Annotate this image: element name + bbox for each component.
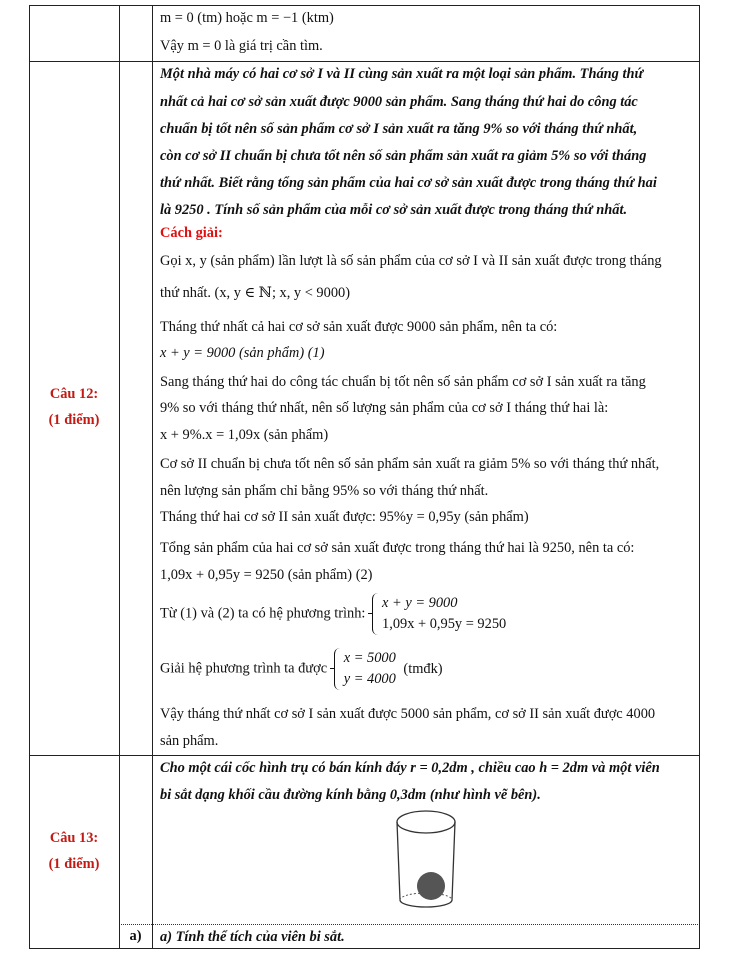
q12-solution-line: x + 9%.x = 1,09x (sản phẩm) (160, 427, 329, 443)
q13-problem-line: Cho một cái cốc hình trụ có bán kính đáy r = 0,2dm , chiều cao h = 2dm và một viên (160, 760, 660, 776)
q12-equation-1: x + y = 9000 (sản phẩm) (1) (160, 345, 325, 361)
q12-problem-line: chuẩn bị tốt nên số sản phẩm cơ sở I sản xuất ra tăng 9% so với tháng thứ nhất, (160, 121, 638, 137)
q12-result-line: Giải hệ phương trình ta được x = 5000 y = 4000 (tmđk) (160, 648, 443, 690)
q12-conclusion-line: sản phẩm. (160, 733, 219, 749)
iron-ball (417, 872, 445, 900)
row-divider-12 (29, 61, 700, 62)
q12-solution-line: Sang tháng thứ hai do công tác chuẩn bị tốt nên số sản phẩm cơ sở I sản xuất ra tăng (160, 374, 646, 390)
cup-base-front (400, 900, 452, 907)
system-brace (372, 593, 380, 635)
prev-answer-line-1: m = 0 (tm) hoặc m = −1 (ktm) (160, 10, 334, 26)
q12-system-line: Từ (1) và (2) ta có hệ phương trình: x + y = 9000 1,09x + 0,95y = 9250 (160, 593, 506, 635)
solution-brace (334, 648, 342, 690)
q12-conclusion-line: Vậy tháng thứ nhất cơ sở I sản xuất được 5000 sản phẩm, cơ sở II sản xuất được 4000 (160, 706, 656, 722)
column-divider-1 (119, 5, 120, 949)
prev-answer-line-2: Vậy m = 0 là giá trị cần tìm. (160, 38, 323, 54)
cup-side-left (397, 822, 400, 900)
cup-side-right (452, 822, 455, 900)
q12-problem-line: thứ nhất. Biết rằng tổng sản phẩm của hai cơ sở sản xuất được trong tháng thứ hai (160, 175, 657, 191)
q12-solution-heading: Cách giải: (160, 225, 223, 241)
q12-problem-line: còn cơ sở II chuẩn bị chưa tốt nên số sản phẩm sản xuất ra giảm 5% so với tháng (160, 148, 647, 164)
table-border-left (29, 5, 30, 949)
q12-solution-line: Gọi x, y (sản phẩm) lần lượt là số sản phẩm của cơ sở I và II sản xuất được trong tháng (160, 253, 662, 269)
q12-equation-2: 1,09x + 0,95y = 9250 (sản phẩm) (2) (160, 567, 373, 583)
equation-system: x + y = 9000 1,09x + 0,95y = 9250 (372, 593, 506, 635)
table-border-top (29, 5, 700, 6)
subrow-divider-13a (119, 924, 700, 925)
table-border-bottom (29, 948, 700, 949)
q12-solution-line: Tháng thứ nhất cả hai cơ sở sản xuất được 9000 sản phẩm, nên ta có: (160, 319, 558, 335)
q12-solution-line: Tổng sản phẩm của hai cơ sở sản xuất được trong tháng thứ hai là 9250, nên ta có: (160, 540, 635, 556)
cup-and-ball-figure (395, 808, 461, 910)
q13a-problem-line: a) Tính thể tích của viên bi sắt. (160, 929, 345, 945)
q12-solution-line: thứ nhất. (x, y ∈ ℕ; x, y < 9000) (160, 285, 351, 301)
q12-solution-line: Cơ sở II chuẩn bị chưa tốt nên số sản phẩm sản xuất ra giảm 5% so với tháng thứ nhất, (160, 456, 660, 472)
solution-system: x = 5000 y = 4000 (334, 648, 396, 690)
sub-question-a-label: a) (129, 928, 142, 944)
column-divider-2 (152, 5, 153, 949)
table-border-right (699, 5, 700, 949)
question-12-label: Câu 12: (1 điểm) (48, 386, 100, 428)
q12-solution-line: nên lượng sản phẩm chỉ bằng 95% so với tháng thứ nhất. (160, 483, 489, 499)
q12-solution-line: 9% so với tháng thứ nhất, nên số lượng sản phẩm của cơ sở I tháng thứ hai là: (160, 400, 609, 416)
cup-rim (397, 811, 455, 833)
q12-problem-line: nhất cả hai cơ sở sản xuất được 9000 sản phẩm. Sang tháng thứ hai do công tác (160, 94, 638, 110)
question-13-label: Câu 13: (1 điểm) (48, 830, 100, 872)
q12-problem-line: Một nhà máy có hai cơ sở I và II cùng sản xuất ra một loại sản phẩm. Tháng thứ (160, 66, 644, 82)
q13-problem-line: bi sắt dạng khối cầu đường kính bằng 0,3dm (như hình vẽ bên). (160, 787, 541, 803)
q12-solution-line: Tháng thứ hai cơ sở II sản xuất được: 95%y = 0,95y (sản phẩm) (160, 509, 529, 525)
row-divider-13 (29, 755, 700, 756)
q12-problem-line: là 9250 . Tính số sản phẩm của mỗi cơ sở sản xuất được trong tháng thứ nhất. (160, 202, 628, 218)
